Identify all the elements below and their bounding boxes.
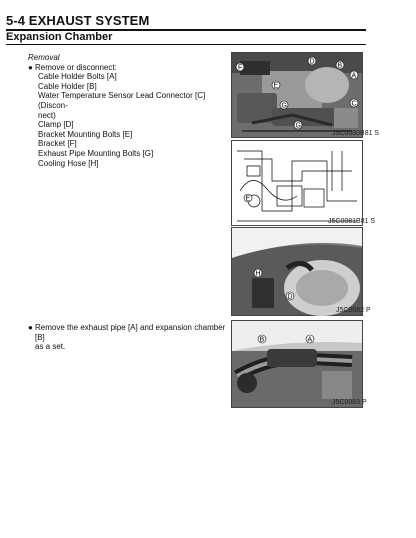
- step-2-text: Remove the exhaust pipe [A] and expansion chamber [B]: [35, 323, 226, 342]
- callout-d: [286, 292, 294, 301]
- callout-f: [236, 63, 244, 72]
- callout-label: D: [309, 58, 315, 66]
- callout-g: [280, 101, 288, 110]
- list-item: Cable Holder Bolts [A]: [38, 72, 117, 82]
- callout-label: E: [273, 82, 279, 90]
- list-item: Clamp [D]: [38, 120, 74, 130]
- callout-label: G: [295, 122, 301, 130]
- figure-2-drawing: [231, 140, 376, 226]
- step-2-line: [28, 323, 228, 342]
- callout-b: [258, 335, 266, 344]
- removal-steps: [28, 53, 228, 168]
- callout-h: [254, 269, 262, 278]
- figure-4-photo: [231, 320, 367, 408]
- figure-3-photo: [231, 227, 371, 316]
- callout-label: G: [281, 102, 287, 110]
- list-item: Cable Holder [B]: [38, 81, 97, 91]
- list-item: Bracket [F]: [38, 139, 77, 149]
- callout-label: H: [255, 270, 261, 278]
- callout-label: A: [351, 72, 357, 80]
- list-item: Cooling Hose [H]: [38, 158, 99, 168]
- step-1-text: Remove or disconnect:: [35, 62, 117, 72]
- removal-heading: Removal: [28, 53, 60, 62]
- callout-b: [336, 61, 344, 70]
- callout-label: D: [287, 293, 293, 301]
- callout-e: [244, 194, 252, 203]
- callout-a: [306, 335, 314, 344]
- section-title: Expansion Chamber: [6, 31, 113, 43]
- callout-label: A: [307, 336, 313, 344]
- callout-label: B: [259, 336, 265, 344]
- list-item: nect): [38, 110, 56, 120]
- callout-label: C: [351, 100, 357, 108]
- step-2: [28, 323, 228, 352]
- figure-1-photo: [231, 52, 380, 138]
- callout-d: [308, 57, 316, 66]
- bullet-icon: ●: [28, 62, 33, 72]
- figure-id: J5C0082 P: [336, 307, 371, 314]
- chapter-header: 5-4 EXHAUST SYSTEM: [6, 13, 150, 28]
- section-rule: [6, 44, 366, 45]
- figure-id: J5C0081B81 S: [328, 218, 376, 225]
- callout-label: F: [238, 64, 243, 72]
- callout-a: [350, 71, 358, 80]
- step-1: [28, 63, 228, 73]
- callout-label: B: [337, 62, 343, 70]
- list-item: Bracket Mounting Bolts [E]: [38, 129, 133, 139]
- figure-id: J5C0083 P: [332, 399, 367, 406]
- figure-id: J5C0080B81 S: [332, 130, 380, 137]
- callout-c: [350, 99, 358, 108]
- callout-e: [272, 81, 280, 90]
- bullet-icon: ●: [28, 323, 33, 332]
- step-2-text-cont: as a set.: [35, 342, 66, 352]
- list-item: Water Temperature Sensor Lead Connector [C] (Discon-: [38, 91, 206, 110]
- list-item: Exhaust Pipe Mounting Bolts [G]: [38, 148, 154, 158]
- callout-g2: [294, 121, 302, 130]
- callout-label: E: [245, 195, 251, 203]
